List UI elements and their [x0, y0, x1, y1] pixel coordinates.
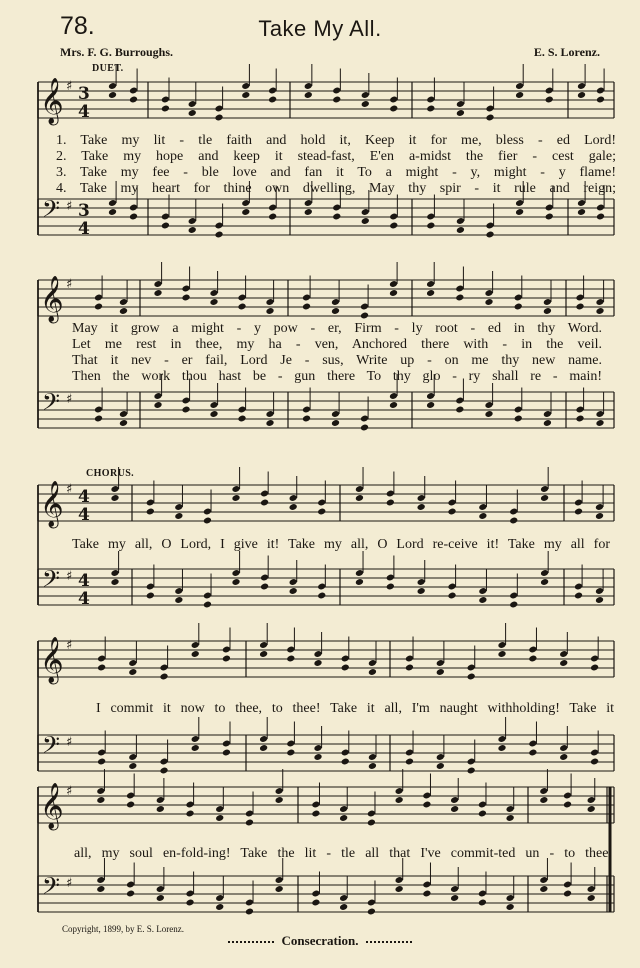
time-signature-icon: 3 [78, 201, 90, 221]
note-head [389, 222, 398, 230]
note-head [426, 401, 435, 409]
chorus-line-1: Take my all, O Lord, I give it! Take my all, O Lord re-ceive it! Take my all for [72, 537, 610, 552]
note-head [286, 655, 295, 663]
note-head [289, 503, 298, 511]
note-head [367, 819, 376, 827]
note-head [174, 596, 183, 604]
note-head [540, 494, 549, 502]
note-head [389, 289, 398, 297]
note-head [426, 105, 435, 113]
note-head [188, 109, 197, 117]
note-head [313, 753, 322, 761]
note-head [341, 758, 350, 766]
note-head [265, 419, 274, 427]
note-head [574, 592, 583, 600]
treble-clef-icon: 𝄞 [40, 481, 64, 527]
note-head [159, 767, 168, 775]
note-head [215, 814, 224, 822]
hymn-author: Mrs. F. G. Burroughs. [60, 45, 174, 59]
note-head [361, 217, 370, 225]
note-head [405, 664, 414, 672]
note-head [110, 578, 119, 586]
note-head [203, 601, 212, 609]
note-head [94, 303, 103, 311]
time-signature-icon: 4 [78, 505, 90, 525]
note-head [209, 298, 218, 306]
note-head [268, 96, 277, 104]
note-head [587, 805, 596, 813]
note-head [509, 601, 518, 609]
treble-clef-icon: 𝄞 [40, 78, 64, 124]
note-head [96, 885, 105, 893]
note-head [97, 664, 106, 672]
note-head [331, 419, 340, 427]
note-head [577, 91, 586, 99]
note-head [268, 213, 277, 221]
note-head [395, 796, 404, 804]
note-head [484, 410, 493, 418]
note-head [574, 508, 583, 516]
note-head [559, 659, 568, 667]
note-head [478, 596, 487, 604]
note-head [417, 587, 426, 595]
note-head [539, 796, 548, 804]
chorus-line-3: all, my soul en-fold-ing! Take the lit - tle all that I've commit-ted un - to thee. [74, 846, 612, 861]
verse-4-line-1: 4. Take my heart for thine own dwelling, May thy spir - it rule and reign; [56, 181, 616, 196]
footer-rule-left [228, 941, 274, 943]
time-signature-icon: 4 [78, 102, 90, 122]
note-head [265, 307, 274, 315]
verse-1-line-2: May it grow a might - y pow - er, Firm - ly root - ed in thy Word. [72, 321, 602, 336]
note-head [317, 508, 326, 516]
note-head [497, 650, 506, 658]
note-head [245, 908, 254, 916]
note-head [484, 298, 493, 306]
note-head [311, 810, 320, 818]
note-head [456, 226, 465, 234]
note-head [506, 903, 515, 911]
note-head [156, 894, 165, 902]
note-head [389, 105, 398, 113]
note-head [368, 668, 377, 676]
note-head [450, 894, 459, 902]
note-head [214, 231, 223, 239]
note-head [332, 96, 341, 104]
note-head [577, 208, 586, 216]
note-head [515, 91, 524, 99]
sharp-icon: ♯ [66, 876, 73, 891]
note-head [543, 307, 552, 315]
hymn-number: 78. [60, 12, 95, 40]
sharp-icon: ♯ [66, 277, 73, 292]
note-head [360, 424, 369, 432]
sharp-icon: ♯ [66, 638, 73, 653]
note-head [119, 419, 128, 427]
note-head [304, 91, 313, 99]
note-head [181, 294, 190, 302]
note-head [595, 307, 604, 315]
note-head [405, 758, 414, 766]
note-head [156, 805, 165, 813]
note-head [426, 289, 435, 297]
note-head [540, 578, 549, 586]
note-head [545, 213, 554, 221]
note-head [367, 908, 376, 916]
note-head [528, 749, 537, 757]
sharp-icon: ♯ [66, 784, 73, 799]
note-head [339, 814, 348, 822]
note-head [395, 885, 404, 893]
note-head [129, 213, 138, 221]
note-head [595, 596, 604, 604]
note-head [450, 805, 459, 813]
note-head [275, 885, 284, 893]
note-head [191, 650, 200, 658]
note-head [478, 512, 487, 520]
note-head [222, 655, 231, 663]
note-head [215, 903, 224, 911]
note-head [231, 578, 240, 586]
note-head [302, 303, 311, 311]
time-signature-icon: 4 [78, 571, 90, 591]
note-head [259, 744, 268, 752]
note-head [361, 100, 370, 108]
verse-3-line-1: 3. Take my fee - ble love and fan it To a might - y, might - y flame! [56, 165, 616, 180]
note-head [214, 114, 223, 122]
footer-title: Consecration. [281, 933, 359, 948]
note-head [389, 401, 398, 409]
note-head [467, 767, 476, 775]
note-head [174, 512, 183, 520]
time-signature-icon: 4 [78, 487, 90, 507]
sharp-icon: ♯ [66, 199, 73, 214]
note-head [497, 744, 506, 752]
sharp-icon: ♯ [66, 482, 73, 497]
note-head [422, 890, 431, 898]
time-signature-icon: 4 [78, 589, 90, 609]
note-head [485, 114, 494, 122]
sharp-icon: ♯ [66, 735, 73, 750]
note-head [543, 419, 552, 427]
note-head [447, 508, 456, 516]
note-head [110, 494, 119, 502]
note-head [455, 294, 464, 302]
note-head [559, 753, 568, 761]
note-head [241, 91, 250, 99]
note-head [304, 208, 313, 216]
note-head [506, 814, 515, 822]
note-head [311, 899, 320, 907]
note-head [545, 96, 554, 104]
note-head [509, 517, 518, 525]
note-head [368, 762, 377, 770]
note-head [426, 222, 435, 230]
note-head [161, 222, 170, 230]
note-head [126, 890, 135, 898]
note-head [209, 410, 218, 418]
note-head [596, 96, 605, 104]
note-head [129, 96, 138, 104]
note-head [260, 499, 269, 507]
note-head [153, 401, 162, 409]
note-head [188, 226, 197, 234]
note-head [596, 213, 605, 221]
sharp-icon: ♯ [66, 569, 73, 584]
note-head [119, 307, 128, 315]
note-head [360, 312, 369, 320]
sharp-icon: ♯ [66, 79, 73, 94]
hymn-title: Take My All. [258, 16, 382, 41]
bass-clef-icon: 𝄢 [42, 565, 61, 598]
note-head [161, 105, 170, 113]
note-head [590, 758, 599, 766]
note-head [97, 758, 106, 766]
note-head [514, 415, 523, 423]
duet-label: DUET. [92, 63, 124, 74]
note-head [587, 894, 596, 902]
note-head [146, 508, 155, 516]
treble-clef-icon: 𝄞 [40, 783, 64, 829]
note-head [153, 289, 162, 297]
verse-4-line-2: Then the work thou hast be - gun there To thy glo - ry shall re - main! [72, 369, 602, 384]
note-head [159, 673, 168, 681]
treble-clef-icon: 𝄞 [40, 276, 64, 322]
note-head [185, 899, 194, 907]
chorus-label: CHORUS. [86, 468, 135, 479]
note-head [128, 668, 137, 676]
treble-clef-icon: 𝄞 [40, 637, 64, 683]
bass-clef-icon: 𝄢 [42, 731, 61, 764]
note-head [528, 655, 537, 663]
note-head [260, 583, 269, 591]
note-head [94, 415, 103, 423]
note-head [386, 583, 395, 591]
note-head [467, 673, 476, 681]
note-head [108, 91, 117, 99]
note-head [245, 819, 254, 827]
time-signature-icon: 3 [78, 84, 90, 104]
note-head [447, 592, 456, 600]
note-head [241, 208, 250, 216]
note-head [590, 664, 599, 672]
chorus-line-2: I commit it now to thee, to thee! Take it all, I'm naught withholding! Take it [96, 701, 614, 716]
footer-section [0, 933, 640, 949]
note-head [575, 415, 584, 423]
note-head [96, 796, 105, 804]
note-head [417, 503, 426, 511]
note-head [313, 659, 322, 667]
note-head [191, 744, 200, 752]
note-head [456, 109, 465, 117]
verse-1-line-1: 1. Take my lit - tle faith and hold it, Keep it for me, bless - ed Lord! [56, 133, 616, 148]
time-signature-icon: 4 [78, 219, 90, 239]
note-head [185, 810, 194, 818]
note-head [478, 899, 487, 907]
note-head [436, 668, 445, 676]
bass-clef-icon: 𝄢 [42, 195, 61, 228]
note-head [355, 494, 364, 502]
sharp-icon: ♯ [66, 392, 73, 407]
note-head [341, 664, 350, 672]
note-head [355, 578, 364, 586]
note-head [289, 587, 298, 595]
note-head [259, 650, 268, 658]
note-head [485, 231, 494, 239]
note-head [231, 494, 240, 502]
note-head [126, 801, 135, 809]
note-head [436, 762, 445, 770]
note-head [595, 512, 604, 520]
copyright-notice: Copyright, 1899, by E. S. Lorenz. [62, 924, 184, 934]
note-head [332, 213, 341, 221]
note-head [386, 499, 395, 507]
note-head [422, 801, 431, 809]
footer-rule-right [366, 941, 412, 943]
note-head [275, 796, 284, 804]
note-head [595, 419, 604, 427]
verse-3-line-2: That it nev - er fail, Lord Je - sus, Write up - on me thy new name. [72, 353, 602, 368]
note-head [128, 762, 137, 770]
note-head [515, 208, 524, 216]
note-head [514, 303, 523, 311]
note-head [237, 303, 246, 311]
note-head [563, 890, 572, 898]
verse-2-line-2: Let me rest in thee, my ha - ven, Anchored there with - in the veil. [72, 337, 602, 352]
note-head [286, 749, 295, 757]
note-head [203, 517, 212, 525]
note-head [339, 903, 348, 911]
note-head [146, 592, 155, 600]
hymn-composer: E. S. Lorenz. [533, 45, 600, 59]
note-head [302, 415, 311, 423]
note-head [237, 415, 246, 423]
verse-2-line-1: 2. Take my hope and keep it stead-fast, E'en a-midst the fier - cest gale; [56, 149, 616, 164]
note-head [181, 406, 190, 414]
note-head [331, 307, 340, 315]
note-head [575, 303, 584, 311]
note-head [478, 810, 487, 818]
note-head [317, 592, 326, 600]
bass-clef-icon: 𝄢 [42, 872, 61, 905]
note-head [222, 749, 231, 757]
bass-clef-icon: 𝄢 [42, 388, 61, 421]
note-head [108, 208, 117, 216]
note-head [455, 406, 464, 414]
note-head [563, 801, 572, 809]
note-head [539, 885, 548, 893]
